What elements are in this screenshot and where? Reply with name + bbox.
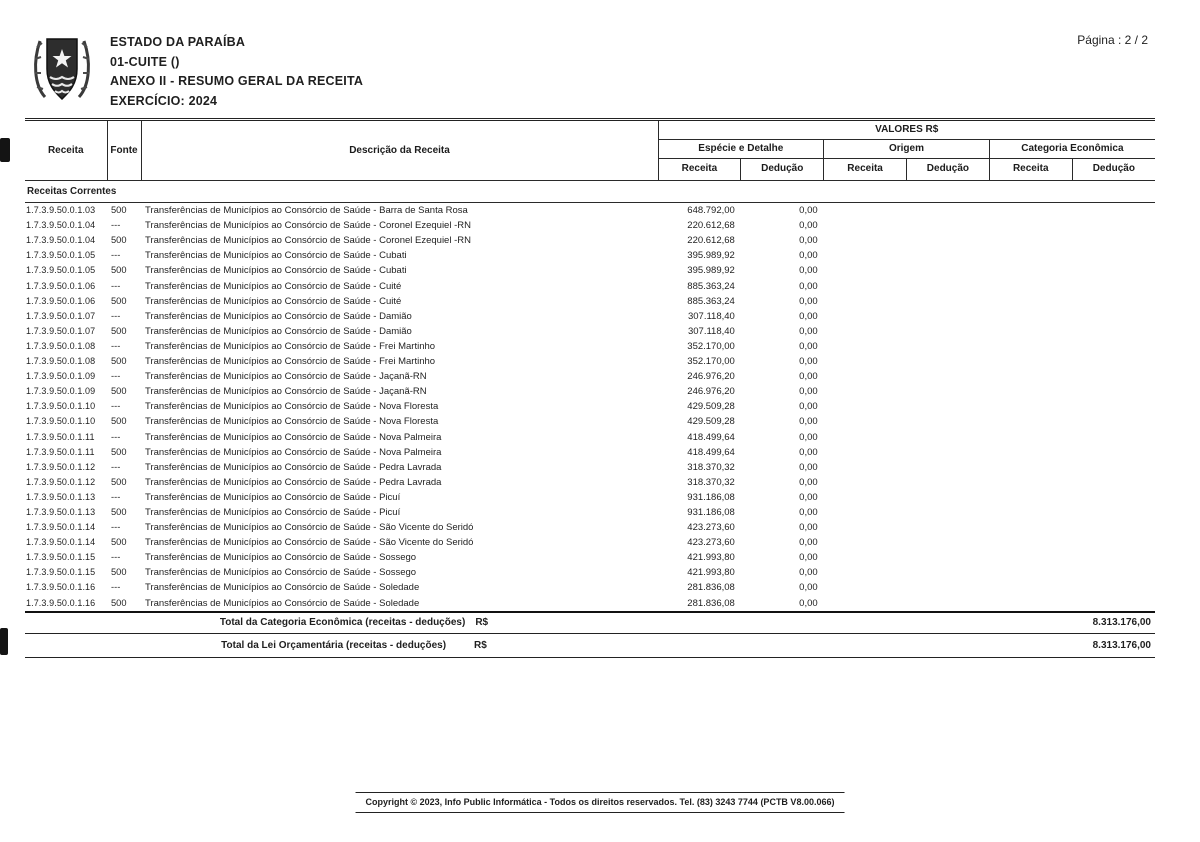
row-fonte: --- (111, 250, 121, 261)
row-deducao-value: 0,00 (799, 356, 818, 368)
table-row (25, 505, 1155, 520)
row-deducao-value: 0,00 (799, 506, 818, 518)
row-deducao-value: 0,00 (799, 205, 818, 217)
row-receita-value: 931.186,08 (687, 506, 735, 518)
col-header-receita: Receita (25, 121, 107, 181)
row-code: 1.7.3.9.50.0.1.14 (26, 522, 96, 533)
row-code: 1.7.3.9.50.0.1.09 (26, 386, 96, 397)
row-description: Transferências de Municípios ao Consórcio de Saúde - Nova Palmeira (145, 431, 442, 443)
row-code: 1.7.3.9.50.0.1.04 (26, 220, 96, 231)
row-fonte: --- (111, 431, 121, 442)
row-code: 1.7.3.9.50.0.1.06 (26, 295, 96, 306)
row-code: 1.7.3.9.50.0.1.16 (26, 582, 96, 593)
row-fonte: 500 (111, 567, 127, 578)
row-code: 1.7.3.9.50.0.1.06 (26, 280, 96, 291)
row-description: Transferências de Municípios ao Consórcio de Saúde - Coronel Ezequiel -RN (145, 235, 471, 247)
table-row (25, 430, 1155, 445)
sub-header-deducao: Dedução (741, 159, 824, 181)
row-fonte: 500 (111, 537, 127, 548)
row-code: 1.7.3.9.50.0.1.03 (26, 205, 96, 216)
row-code: 1.7.3.9.50.0.1.13 (26, 491, 96, 502)
row-deducao-value: 0,00 (799, 461, 818, 473)
row-receita-value: 395.989,92 (687, 250, 735, 262)
sub-header-receita: Receita (989, 159, 1072, 181)
row-receita-value: 220.612,68 (687, 220, 735, 232)
entity-title: 01-CUITE () (110, 54, 180, 69)
row-description: Transferências de Municípios ao Consórcio de Saúde - Sossego (145, 552, 417, 564)
table-row (25, 580, 1155, 595)
coat-of-arms-logo (30, 33, 94, 105)
row-description: Transferências de Municípios ao Consórcio de Saúde - Cubati (145, 265, 407, 277)
row-deducao-value: 0,00 (799, 340, 818, 352)
row-deducao-value: 0,00 (799, 310, 818, 322)
table-row (25, 248, 1155, 263)
row-receita-value: 220.612,68 (687, 235, 735, 247)
row-fonte: 500 (111, 476, 127, 487)
row-description: Transferências de Municípios ao Consórcio de Saúde - Pedra Lavrada (145, 461, 442, 473)
table-row (25, 218, 1155, 233)
sub-header-deducao: Dedução (906, 159, 989, 181)
row-deducao-value: 0,00 (799, 582, 818, 594)
row-receita-value: 246.976,20 (687, 371, 735, 383)
group-header-especie: Espécie e Detalhe (658, 140, 824, 159)
row-deducao-value: 0,00 (799, 325, 818, 337)
row-description: Transferências de Municípios ao Consórcio de Saúde - Cuité (145, 295, 402, 307)
annex-title: ANEXO II - RESUMO GERAL DA RECEITA (110, 74, 364, 88)
row-receita-value: 421.993,80 (687, 567, 735, 579)
table-row (25, 233, 1155, 248)
row-receita-value: 246.976,20 (687, 386, 735, 398)
row-deducao-value: 0,00 (799, 371, 818, 383)
row-code: 1.7.3.9.50.0.1.11 (26, 446, 95, 457)
row-code: 1.7.3.9.50.0.1.10 (26, 416, 96, 427)
row-deducao-value: 0,00 (799, 537, 818, 549)
table-row (25, 490, 1155, 505)
row-receita-value: 281.836,08 (687, 582, 735, 594)
total-categoria-row (25, 613, 1155, 634)
row-deducao-value: 0,00 (799, 386, 818, 398)
row-description: Transferências de Municípios ao Consórcio de Saúde - Frei Martinho (145, 356, 436, 368)
row-fonte: 500 (111, 265, 127, 276)
row-receita-value: 648.792,00 (687, 205, 735, 217)
table-row (25, 309, 1155, 324)
group-header-origem: Origem (824, 140, 990, 159)
table-row (25, 354, 1155, 369)
row-receita-value: 395.989,92 (687, 265, 735, 277)
row-deducao-value: 0,00 (799, 431, 818, 443)
row-fonte: --- (111, 340, 121, 351)
scan-artifact (0, 628, 8, 655)
col-header-valores: VALORES R$ (658, 121, 1155, 140)
section-label: Receitas Correntes (25, 181, 1155, 203)
table-row (25, 475, 1155, 490)
row-deducao-value: 0,00 (799, 265, 818, 277)
row-deducao-value: 0,00 (799, 235, 818, 247)
row-fonte: --- (111, 522, 121, 533)
row-description: Transferências de Municípios ao Consórcio de Saúde - Frei Martinho (145, 340, 436, 352)
row-description: Transferências de Municípios ao Consórcio de Saúde - Coronel Ezequiel -RN (145, 220, 471, 232)
page-number: Página : 2 / 2 (1077, 33, 1148, 47)
table-row (25, 460, 1155, 475)
row-deducao-value: 0,00 (799, 401, 818, 413)
row-deducao-value: 0,00 (799, 552, 818, 564)
total-lei-value: 8.313.176,00 (1092, 639, 1151, 651)
row-receita-value: 931.186,08 (687, 491, 735, 503)
row-receita-value: 418.499,64 (687, 446, 735, 458)
table-row (25, 369, 1155, 384)
row-code: 1.7.3.9.50.0.1.07 (26, 325, 96, 336)
row-fonte: 500 (111, 295, 127, 306)
row-fonte: --- (111, 310, 121, 321)
row-description: Transferências de Municípios ao Consórcio de Saúde - São Vicente do Seridó (145, 522, 474, 534)
row-fonte: --- (111, 401, 121, 412)
row-code: 1.7.3.9.50.0.1.08 (26, 340, 96, 351)
table-header (25, 121, 1155, 181)
row-code: 1.7.3.9.50.0.1.15 (26, 552, 96, 563)
row-fonte: --- (111, 220, 121, 231)
row-description: Transferências de Municípios ao Consórcio de Saúde - Jaçanã-RN (145, 386, 427, 398)
table-row (25, 294, 1155, 309)
row-fonte: 500 (111, 356, 127, 367)
row-description: Transferências de Municípios ao Consórcio de Saúde - Cubati (145, 250, 407, 262)
row-fonte: --- (111, 552, 121, 563)
row-code: 1.7.3.9.50.0.1.10 (26, 401, 96, 412)
total-lei-label: Total da Lei Orçamentária (receitas - deduções) (221, 639, 447, 651)
row-receita-value: 352.170,00 (687, 356, 735, 368)
col-header-descricao: Descrição da Receita (141, 121, 658, 181)
row-code: 1.7.3.9.50.0.1.15 (26, 567, 96, 578)
section-row (25, 181, 1155, 203)
row-fonte: 500 (111, 597, 127, 608)
row-fonte: --- (111, 280, 121, 291)
row-description: Transferências de Municípios ao Consórcio de Saúde - Damião (145, 325, 412, 337)
table-row (25, 384, 1155, 399)
row-deducao-value: 0,00 (799, 220, 818, 232)
total-lei-row (25, 634, 1155, 658)
table-row (25, 399, 1155, 414)
row-deducao-value: 0,00 (799, 567, 818, 579)
row-description: Transferências de Municípios ao Consórcio de Saúde - Nova Floresta (145, 401, 439, 413)
row-description: Transferências de Municípios ao Consórcio de Saúde - São Vicente do Seridó (145, 537, 474, 549)
sub-header-receita: Receita (824, 159, 907, 181)
row-description: Transferências de Municípios ao Consórcio de Saúde - Nova Floresta (145, 416, 439, 428)
row-deducao-value: 0,00 (799, 476, 818, 488)
row-code: 1.7.3.9.50.0.1.16 (26, 597, 96, 608)
row-code: 1.7.3.9.50.0.1.05 (26, 250, 96, 261)
row-code: 1.7.3.9.50.0.1.07 (26, 310, 96, 321)
row-fonte: 500 (111, 446, 127, 457)
scan-artifact (0, 138, 10, 162)
row-code: 1.7.3.9.50.0.1.12 (26, 461, 96, 472)
row-code: 1.7.3.9.50.0.1.12 (26, 476, 96, 487)
row-fonte: 500 (111, 416, 127, 427)
row-fonte: 500 (111, 205, 127, 216)
row-deducao-value: 0,00 (799, 491, 818, 503)
table-row (25, 565, 1155, 580)
row-code: 1.7.3.9.50.0.1.13 (26, 506, 96, 517)
row-deducao-value: 0,00 (799, 250, 818, 262)
total-categoria-currency: R$ (475, 617, 489, 629)
row-code: 1.7.3.9.50.0.1.04 (26, 235, 96, 246)
row-description: Transferências de Municípios ao Consórcio de Saúde - Jaçanã-RN (145, 371, 427, 383)
table-row (25, 550, 1155, 565)
row-deducao-value: 0,00 (799, 522, 818, 534)
row-receita-value: 429.509,28 (687, 416, 735, 428)
table-row (25, 263, 1155, 278)
row-receita-value: 352.170,00 (687, 340, 735, 352)
total-categoria-label: Total da Categoria Econômica (receitas - deduções) (219, 617, 466, 629)
row-receita-value: 318.370,32 (687, 461, 735, 473)
row-deducao-value: 0,00 (799, 295, 818, 307)
row-receita-value: 423.273,60 (687, 522, 735, 534)
row-fonte: 500 (111, 386, 127, 397)
row-code: 1.7.3.9.50.0.1.11 (26, 431, 95, 442)
row-deducao-value: 0,00 (799, 597, 818, 609)
table-row (25, 324, 1155, 339)
row-receita-value: 307.118,40 (687, 310, 735, 322)
total-lei-currency: R$ (474, 639, 487, 651)
table-row (25, 279, 1155, 294)
row-code: 1.7.3.9.50.0.1.09 (26, 371, 96, 382)
row-deducao-value: 0,00 (799, 416, 818, 428)
totals-block (25, 611, 1155, 658)
row-receita-value: 885.363,24 (687, 280, 735, 292)
row-code: 1.7.3.9.50.0.1.14 (26, 537, 96, 548)
row-fonte: --- (111, 582, 121, 593)
row-fonte: --- (111, 461, 121, 472)
row-code: 1.7.3.9.50.0.1.08 (26, 356, 96, 367)
row-receita-value: 418.499,64 (687, 431, 735, 443)
total-categoria-value: 8.313.176,00 (1092, 617, 1151, 629)
row-fonte: --- (111, 371, 121, 382)
table-row (25, 339, 1155, 354)
row-receita-value: 423.273,60 (687, 537, 735, 549)
row-fonte: --- (111, 491, 121, 502)
row-code: 1.7.3.9.50.0.1.05 (26, 265, 96, 276)
sub-header-deducao: Dedução (1072, 159, 1155, 181)
footer-copyright: Copyright © 2023, Info Public Informática - Todos os direitos reservados. Tel. (83) 3243 7744 (PCTB V8.00.066) (356, 792, 845, 813)
row-description: Transferências de Municípios ao Consórcio de Saúde - Damião (145, 310, 412, 322)
row-description: Transferências de Municípios ao Consórcio de Saúde - Picuí (145, 491, 401, 503)
row-receita-value: 307.118,40 (687, 325, 735, 337)
sub-header-receita: Receita (658, 159, 741, 181)
group-header-categoria: Categoria Econômica (989, 140, 1155, 159)
col-header-fonte: Fonte (107, 121, 141, 181)
state-title: ESTADO DA PARAÍBA (110, 35, 246, 49)
row-description: Transferências de Municípios ao Consórcio de Saúde - Cuité (145, 280, 402, 292)
row-fonte: 500 (111, 325, 127, 336)
revenue-report (25, 118, 1155, 658)
row-description: Transferências de Municípios ao Consórcio de Saúde - Nova Palmeira (145, 446, 442, 458)
table-row (25, 535, 1155, 550)
row-receita-value: 429.509,28 (687, 401, 735, 413)
revenue-table-body (25, 181, 1155, 611)
row-receita-value: 318.370,32 (687, 476, 735, 488)
row-fonte: 500 (111, 235, 127, 246)
row-receita-value: 421.993,80 (687, 552, 735, 564)
row-deducao-value: 0,00 (799, 280, 818, 292)
row-description: Transferências de Municípios ao Consórcio de Saúde - Picuí (145, 506, 401, 518)
row-description: Transferências de Municípios ao Consórcio de Saúde - Sossego (145, 567, 417, 579)
exercise-title: EXERCÍCIO: 2024 (110, 93, 218, 108)
table-row (25, 414, 1155, 429)
row-receita-value: 281.836,08 (687, 597, 735, 609)
row-receita-value: 885.363,24 (687, 295, 735, 307)
table-row (25, 596, 1155, 611)
revenue-table (25, 121, 1155, 611)
table-row (25, 520, 1155, 535)
document-header (30, 33, 363, 111)
row-fonte: 500 (111, 506, 127, 517)
table-row (25, 203, 1155, 219)
table-row (25, 445, 1155, 460)
row-description: Transferências de Municípios ao Consórcio de Saúde - Soledade (145, 597, 420, 609)
row-description: Transferências de Municípios ao Consórcio de Saúde - Soledade (145, 582, 420, 594)
row-deducao-value: 0,00 (799, 446, 818, 458)
row-description: Transferências de Municípios ao Consórcio de Saúde - Barra de Santa Rosa (145, 205, 468, 217)
row-description: Transferências de Municípios ao Consórcio de Saúde - Pedra Lavrada (145, 476, 442, 488)
